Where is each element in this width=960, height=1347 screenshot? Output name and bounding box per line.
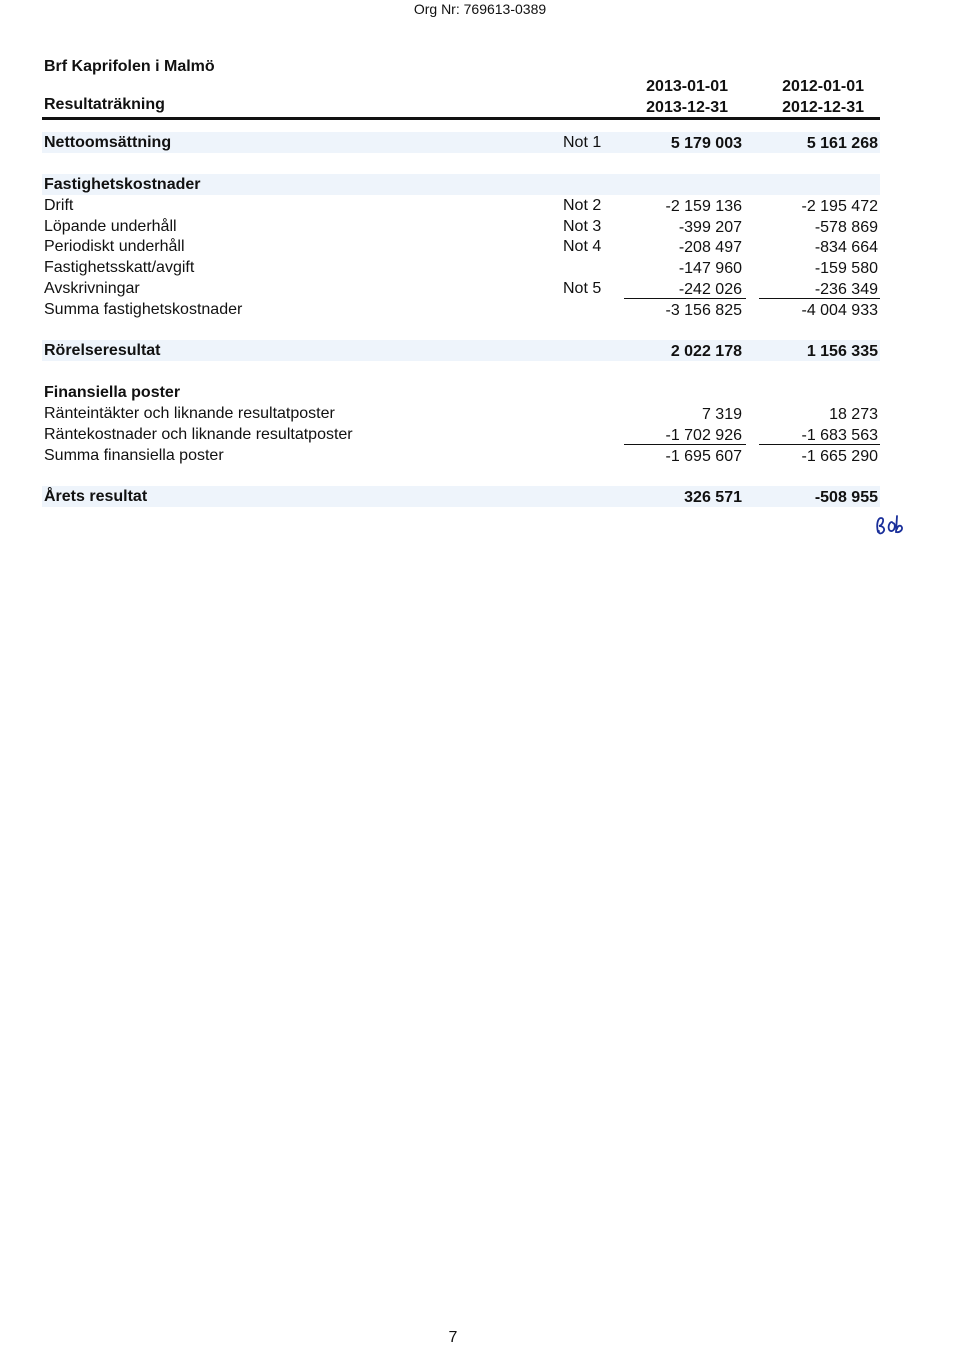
row-value-2012: -578 869 <box>814 219 878 236</box>
column-header-2012-start: 2012-01-01 <box>782 78 864 95</box>
row-note: Not 4 <box>563 238 602 255</box>
row-value-2013: -1 702 926 <box>665 427 742 444</box>
row-value-2013: 2 022 178 <box>670 343 742 360</box>
row-value-2013: 326 571 <box>684 489 742 506</box>
section-finansiella-poster <box>42 382 880 403</box>
section-fastighetskostnader <box>42 174 880 195</box>
row-value-2012: -2 195 472 <box>801 198 878 215</box>
row-label: Årets resultat <box>44 488 148 505</box>
row-arets-resultat <box>42 486 880 507</box>
row-value-2012: -4 004 933 <box>801 302 878 319</box>
row-value-2013: 5 179 003 <box>670 135 742 152</box>
row-periodiskt-underhall <box>42 236 880 257</box>
row-label: Summa fastighetskostnader <box>44 301 243 318</box>
row-label: Rörelseresultat <box>44 342 161 359</box>
section-label: Fastighetskostnader <box>44 176 201 193</box>
signature-initials-icon <box>872 512 908 538</box>
row-value-2013: -3 156 825 <box>665 302 742 319</box>
row-value-2013: -399 207 <box>678 219 742 236</box>
row-label: Nettoomsättning <box>44 134 172 151</box>
header-rule <box>42 117 880 120</box>
row-value-2012: -508 955 <box>814 489 878 506</box>
statement-title: Resultaträkning <box>44 96 165 113</box>
row-value-2012: 5 161 268 <box>806 135 878 152</box>
row-avskrivningar <box>42 278 880 299</box>
row-rorelseresultat <box>42 340 880 361</box>
row-value-2013: -147 960 <box>678 260 742 277</box>
column-header-2013-start: 2013-01-01 <box>646 78 728 95</box>
page-header-org-nr: Org Nr: 769613-0389 <box>413 1 547 17</box>
company-name: Brf Kaprifolen i Malmö <box>44 58 215 75</box>
row-value-2012: -159 580 <box>814 260 878 277</box>
row-label: Fastighetsskatt/avgift <box>44 259 195 276</box>
row-value-2012: -236 349 <box>814 281 878 298</box>
column-header-2013 <box>646 76 728 118</box>
row-value-2012: 1 156 335 <box>806 343 878 360</box>
row-fastighetsskatt <box>42 257 880 278</box>
row-value-2013: 7 319 <box>701 406 742 423</box>
row-label: Ränteintäkter och liknande resultatposter <box>44 405 335 422</box>
row-label: Avskrivningar <box>44 280 140 297</box>
page-number: 7 <box>448 1329 458 1346</box>
column-header-2012-end: 2012-12-31 <box>782 99 864 116</box>
row-value-2013: -1 695 607 <box>665 448 742 465</box>
row-label: Summa finansiella poster <box>44 447 224 464</box>
row-nettoomsattning <box>42 132 880 153</box>
row-label: Drift <box>44 197 74 214</box>
row-lopande-underhall <box>42 216 880 237</box>
row-value-2012: 18 273 <box>829 406 878 423</box>
row-drift <box>42 195 880 216</box>
row-ranteintakter <box>42 403 880 424</box>
row-summa-finansiella-poster <box>42 445 880 466</box>
row-value-2012: -1 665 290 <box>801 448 878 465</box>
row-note: Not 2 <box>563 197 602 214</box>
row-value-2012: -834 664 <box>814 239 878 256</box>
row-note: Not 5 <box>563 280 602 297</box>
section-label: Finansiella poster <box>44 384 181 401</box>
row-value-2013: -242 026 <box>678 281 742 298</box>
row-label: Räntekostnader och liknande resultatposter <box>44 426 353 443</box>
row-value-2013: -208 497 <box>678 239 742 256</box>
row-value-2013: -2 159 136 <box>665 198 742 215</box>
row-label: Periodiskt underhåll <box>44 238 185 255</box>
row-summa-fastighetskostnader <box>42 299 880 320</box>
row-label: Löpande underhåll <box>44 218 177 235</box>
column-header-2012 <box>782 76 864 118</box>
row-rantekostnader <box>42 424 880 445</box>
row-note: Not 3 <box>563 218 602 235</box>
row-value-2012: -1 683 563 <box>801 427 878 444</box>
row-note: Not 1 <box>563 134 602 151</box>
column-header-2013-end: 2013-12-31 <box>646 99 728 116</box>
